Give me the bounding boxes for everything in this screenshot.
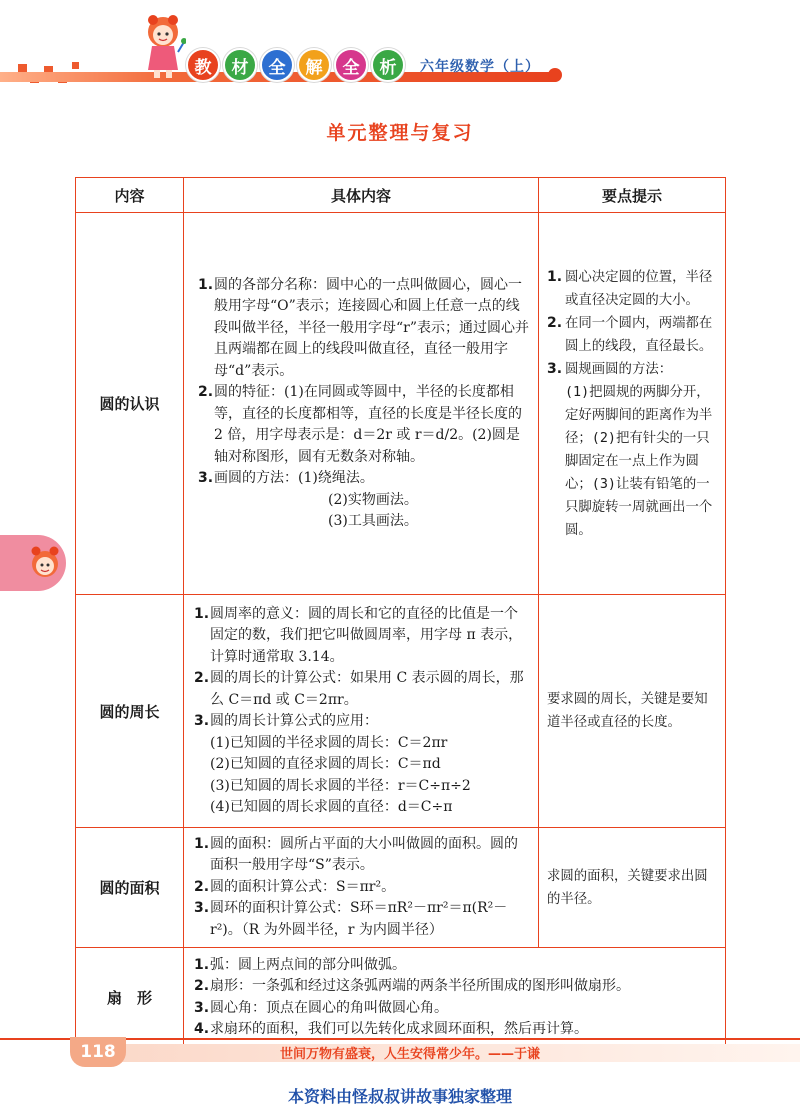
table-row (76, 213, 726, 595)
series-char: 析 (371, 48, 405, 82)
list-item (198, 468, 531, 533)
list-item (198, 382, 531, 468)
series-char: 全 (334, 48, 368, 82)
item-line: 画圆的方法：(1)绕绳法。 (214, 470, 374, 486)
page-title: 单元整理与复习 (326, 122, 474, 144)
review-table (75, 177, 726, 1048)
tip-item (547, 266, 719, 312)
page-number: 118 (70, 1037, 126, 1067)
item-text: 扇形：一条弧和经过这条弧两端的两条半径所围成的图形叫做扇形。 (210, 978, 630, 994)
table-row (76, 948, 726, 1048)
item-text: 弧：圆上两点间的部分叫做弧。 (210, 956, 406, 973)
tips-cell (539, 595, 726, 828)
topic-cell: 扇 形 (76, 948, 184, 1048)
item-line: (2)实物画法。 (328, 491, 418, 508)
topic-cell: 圆的面积 (76, 828, 184, 948)
list-item (194, 955, 718, 977)
details-cell (184, 828, 539, 948)
topic-cell: 圆的周长 (76, 595, 184, 828)
item-line: (4)已知圆的周长求圆的直径：d＝C÷π (210, 799, 453, 815)
list-item (194, 668, 531, 711)
item-number: 2. (194, 978, 210, 994)
series-title (186, 48, 405, 82)
item-number: 1. (198, 276, 214, 293)
item-line: (1)已知圆的半径求圆的周长：C＝2πr (210, 734, 448, 751)
item-number: 2. (198, 384, 214, 400)
list-item (194, 998, 718, 1020)
table-row (76, 595, 726, 828)
column-header-details: 具体内容 (184, 178, 539, 213)
list-item (194, 877, 531, 899)
tip-text: 在同一个圆内，两端都在圆上的线段，直径最长。 (565, 315, 713, 354)
details-cell (184, 595, 539, 828)
side-tab (0, 535, 66, 591)
header-band-end (548, 68, 562, 82)
tip-subtext: (1)把圆规的两脚分开，定好两脚间的距离作为半径；(2)把有针尖的一只脚固定在一点上作为圆心；(3)让装有铅笔的一只脚旋转一周就画出一个圆。 (565, 384, 713, 538)
item-text-block (210, 711, 531, 733)
table-header-row (76, 178, 726, 213)
item-number: 2. (194, 878, 210, 895)
list-item (194, 976, 718, 998)
series-char: 教 (186, 48, 220, 82)
item-text: 圆的周长的计算公式：如果用 C 表示圆的周长，那么 C＝πd 或 C＝2πr。 (210, 670, 524, 708)
footer-credit: 本资料由怪叔叔讲故事独家整理 (287, 1087, 512, 1106)
item-number: 1. (194, 956, 210, 973)
column-header-tips: 要点提示 (539, 178, 726, 213)
item-text: 圆的各部分名称：圆中心的一点叫做圆心，圆心一般用字母“O”表示；连接圆心和圆上任意一点的线段叫做半径，半径一般用字母“r”表示；通过圆心并且两端都在圆上的线段叫做直径，直径一般用字母“d”表示。 (214, 276, 530, 379)
item-line: (3)工具画法。 (328, 513, 418, 529)
list-item (194, 834, 531, 877)
item-number: 3. (194, 999, 210, 1016)
tip-number: 1. (547, 268, 563, 285)
item-number: 3. (198, 470, 214, 486)
series-char: 解 (297, 48, 331, 82)
mascot-face-icon (28, 545, 62, 581)
item-number: 3. (194, 900, 210, 917)
tip-text: 圆心决定圆的位置，半径或直径决定圆的大小。 (565, 269, 713, 308)
footer-quote: 世间万物有盛衰，人生安得常少年。——于谦 (280, 1047, 541, 1062)
item-number: 3. (194, 713, 210, 729)
item-text: 求扇环的面积，我们可以先转化成求圆环面积，然后再计算。 (210, 1021, 588, 1037)
item-text: 圆的面积：圆所占平面的大小叫做圆的面积。圆的面积一般用字母“S”表示。 (210, 835, 518, 874)
topic-cell: 圆的认识 (76, 213, 184, 595)
item-line: (2)已知圆的直径求圆的周长：C＝πd (210, 756, 441, 772)
tip-item (547, 358, 719, 381)
item-text: 圆的面积计算公式：S＝πr²。 (210, 878, 396, 895)
series-char: 材 (223, 48, 257, 82)
item-number: 4. (194, 1021, 210, 1037)
item-text: 圆的特征：(1)在同圆或等圆中，半径的长度都相等，直径的长度都相等，直径的长度是半径长度的 2 倍，用字母表示是：d＝2r 或 r＝d/2。(2)圆是轴对称图形，圆有无数条对称轴。 (214, 384, 522, 465)
table-row (76, 828, 726, 948)
item-number: 1. (194, 835, 210, 852)
page-header (0, 0, 800, 110)
mascot-icon (140, 12, 186, 82)
item-text: 圆心角：顶点在圆心的角叫做圆心角。 (210, 999, 448, 1016)
item-line: (3)已知圆的周长求圆的半径：r＝C÷π÷2 (210, 777, 471, 794)
item-text-block (214, 468, 531, 533)
series-char: 全 (260, 48, 294, 82)
column-header-content: 内容 (76, 178, 184, 213)
list-item (194, 898, 531, 941)
list-item (194, 604, 531, 669)
tip-item (547, 312, 719, 358)
list-item (194, 711, 531, 733)
item-text: 圆周率的意义：圆的周长和它的直径的比值是一个固定的数，我们把它叫做圆周率，用字母 π 表示，计算时通常取 3.14。 (210, 605, 523, 665)
grade-label: 六年级数学（上） (420, 59, 540, 75)
item-line: 圆的周长计算公式的应用： (210, 713, 378, 729)
item-text: 圆环的面积计算公式：S环＝πR²－πr²＝π(R²－r²)。（R 为外圆半径，r 为内圆半径） (210, 900, 508, 938)
details-cell (184, 948, 726, 1048)
tips-cell (539, 213, 726, 595)
tips-cell (539, 828, 726, 948)
list-item (198, 275, 531, 383)
tip-number: 2. (547, 314, 563, 331)
item-number: 2. (194, 670, 210, 686)
tip-text: 圆规画圆的方法： (565, 361, 673, 377)
item-number: 1. (194, 605, 210, 622)
tip-number: 3. (547, 360, 563, 377)
tip-text: 要求圆的周长，关键是要知道半径或直径的长度。 (547, 692, 708, 730)
details-cell (184, 213, 539, 595)
tip-text: 求圆的面积，关键要求出圆的半径。 (547, 868, 708, 907)
